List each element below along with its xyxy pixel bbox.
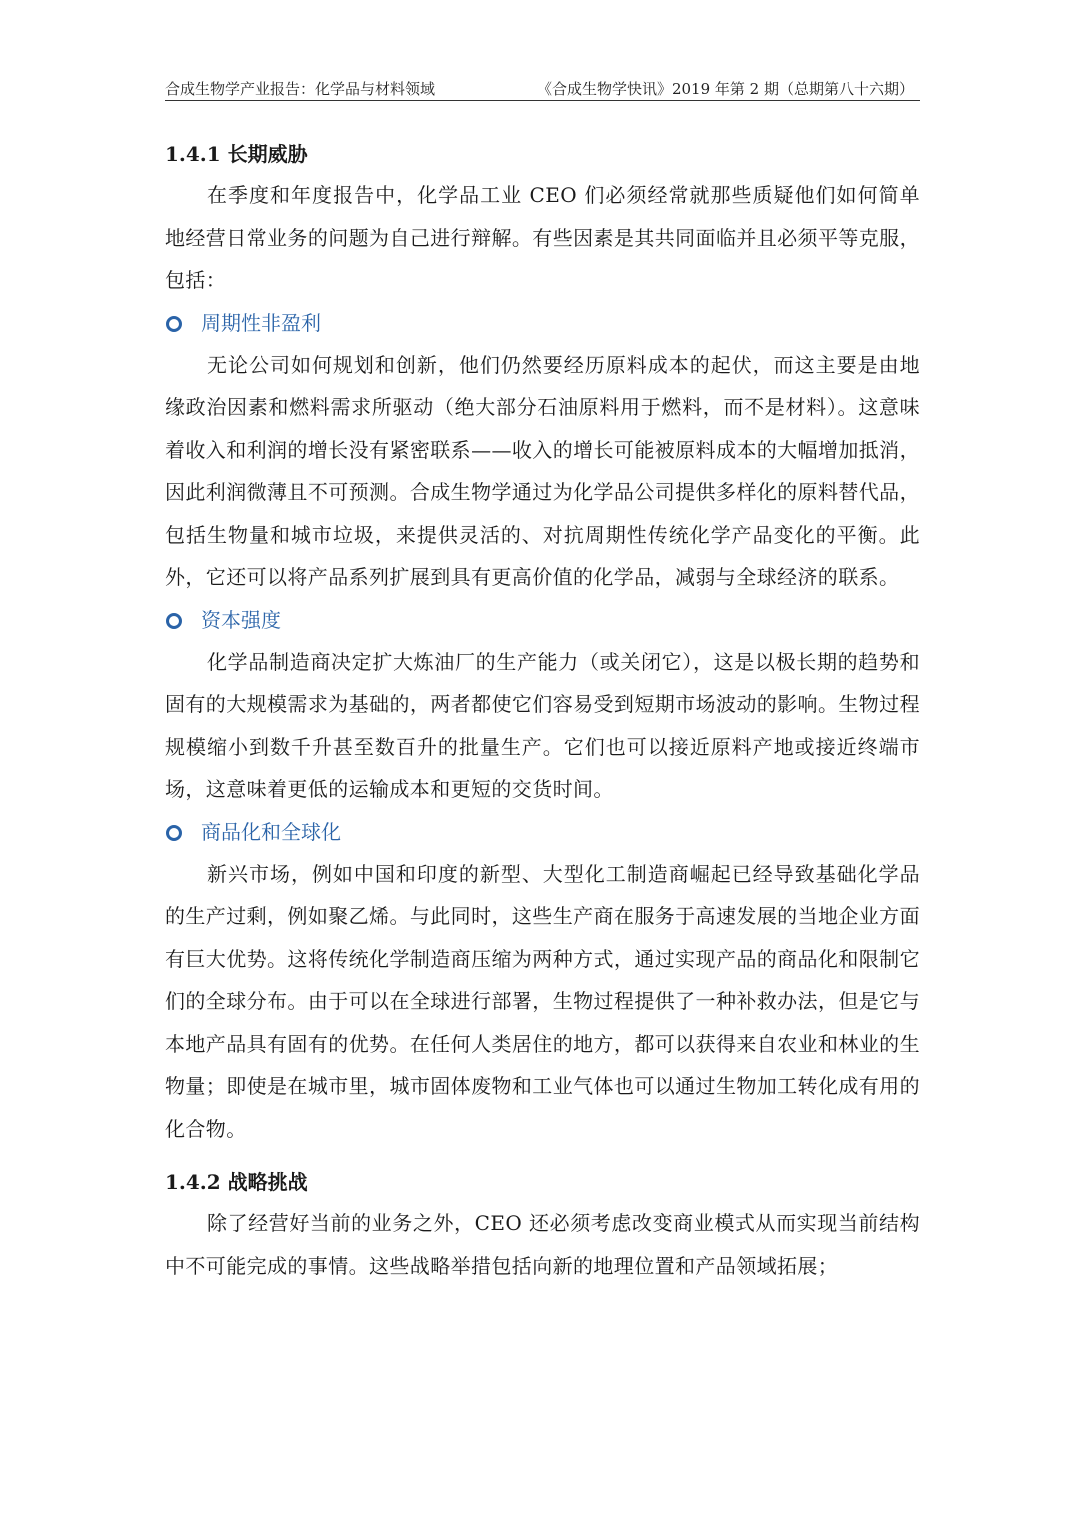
section-intro-paragraph: 在季度和年度报告中，化学品工业 CEO 们必须经常就那些质疑他们如何简单地经营日常业务的问题为自己进行辩解。有些因素是其共同面临并且必须平等克服，包括：	[165, 183, 920, 292]
bullet-heading-capital	[165, 599, 920, 641]
section2-paragraph: 除了经营好当前的业务之外，CEO 还必须考虑改变商业模式从而实现当前结构中不可能完成的事情。这些战略举措包括向新的地理位置和产品领域拓展；	[165, 1211, 920, 1278]
header-divider	[165, 100, 920, 101]
section-heading-strategic-challenges: 1.4.2 战略挑战	[165, 1170, 308, 1194]
section-spacer	[165, 1150, 920, 1162]
bullet-heading-globalization	[165, 811, 920, 853]
bullet-paragraph-capital: 化学品制造商决定扩大炼油厂的生产能力（或关闭它），这是以极长期的趋势和固有的大规模需求为基础的，两者都使它们容易受到短期市场波动的影响。生物过程规模缩小到数千升甚至数百升的批量生产。它们也可以接近原料产地或接近终端市场，这意味着更低的运输成本和更短的交货时间。	[165, 649, 920, 801]
circle-bullet-icon	[166, 825, 182, 841]
circle-bullet-icon	[166, 316, 182, 332]
section-heading-long-term-threats: 1.4.1 长期威胁	[165, 142, 308, 166]
circle-bullet-icon	[166, 613, 182, 629]
main-content	[165, 134, 920, 1287]
bullet-heading-label: 资本强度	[201, 607, 281, 632]
bullet-heading-cyclical	[165, 302, 920, 344]
bullet-heading-label: 周期性非盈利	[201, 310, 321, 335]
bullet-heading-label: 商品化和全球化	[201, 819, 341, 844]
running-header	[165, 74, 920, 102]
header-report-title: 合成生物学产业报告：化学品与材料领域	[165, 80, 436, 98]
bullet-paragraph-cyclical: 无论公司如何规划和创新，他们仍然要经历原料成本的起伏，而这主要是由地缘政治因素和燃料需求所驱动（绝大部分石油原料用于燃料，而不是材料）。这意味着收入和利润的增长没有紧密联系——收入的增长可能被原料成本的大幅增加抵消，因此利润微薄且不可预测。合成生物学通过为化学品公司提供多样化的原料替代品，包括生物量和城市垃圾，来提供灵活的、对抗周期性传统化学产品变化的平衡。此外，它还可以将产品系列扩展到具有更高价值的化学品，减弱与全球经济的联系。	[165, 352, 920, 589]
bullet-paragraph-globalization: 新兴市场，例如中国和印度的新型、大型化工制造商崛起已经导致基础化学品的生产过剩，例如聚乙烯。与此同时，这些生产商在服务于高速发展的当地企业方面有巨大优势。这将传统化学制造商压缩为两种方式，通过实现产品的商品化和限制它们的全球分布。由于可以在全球进行部署，生物过程提供了一种补救办法，但是它与本地产品具有固有的优势。在任何人类居住的地方，都可以获得来自农业和林业的生物量；即使是在城市里，城市固体废物和工业气体也可以通过生物加工转化成有用的化合物。	[165, 861, 920, 1141]
header-issue-info: 《合成生物学快讯》2019 年第 2 期（总期第八十六期）	[536, 80, 914, 98]
